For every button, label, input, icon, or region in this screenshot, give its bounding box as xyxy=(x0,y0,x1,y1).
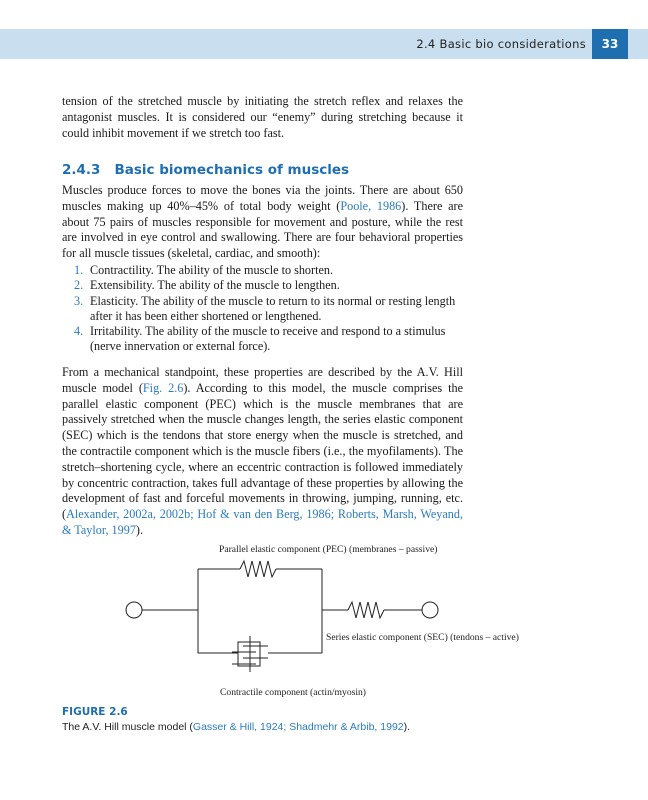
pec-label: Parallel elastic component (PEC) (membranes – passive) xyxy=(219,544,438,555)
list-item xyxy=(62,324,462,355)
caption-text-b: ). xyxy=(403,721,411,733)
properties-list xyxy=(62,263,462,355)
list-item-text: Extensibility. The ability of the muscle to lengthen. xyxy=(90,278,340,293)
cc-label: Contractile component (actin/myosin) xyxy=(220,687,367,698)
list-item xyxy=(62,278,462,293)
list-item-number: 2. xyxy=(74,278,84,293)
list-item-number: 1. xyxy=(74,263,84,277)
figure-reference-link[interactable]: Fig. 2.6 xyxy=(142,380,184,395)
left-end-circle xyxy=(126,602,142,618)
para2-text-a: From a mechanical standpoint, these properties are described by the A.V. Hill muscle model ( xyxy=(62,365,463,395)
para2-text-b: ). According to this model, the muscle comprises the parallel elastic component (PEC) which is the muscle membranes that are passively stretched when the muscle changes length, the series elastic component (SEC) which is the tendons that store energy when the muscle is stretched, and the contractile component which is the muscle fibers (i.e., the myofilaments). The stretch–shortening cycle, where an eccentric contraction is followed immediately by concentric contraction, takes full advantage of these properties by allowing the development of fast and forceful movements in throwing, jumping, running, etc. ( xyxy=(62,380,463,522)
caption-text-a: The A.V. Hill muscle model ( xyxy=(62,721,193,733)
list-item xyxy=(62,294,462,325)
running-header-title: 2.4 Basic bio considerations xyxy=(416,37,586,51)
pec-spring xyxy=(240,561,276,577)
page-number: 33 xyxy=(592,29,628,59)
list-item xyxy=(62,263,462,278)
list-item-number: 3. xyxy=(74,293,84,308)
sec-spring xyxy=(348,602,384,618)
para2-text-c: ). xyxy=(135,522,144,537)
section-heading xyxy=(62,162,349,178)
section-title: Basic biomechanics of muscles xyxy=(114,162,350,178)
list-item-text: Irritability. The ability of the muscle to receive and respond to a stimulus (nerve innervation or external force). xyxy=(90,324,446,354)
figure-caption-title: FIGURE 2.6 xyxy=(62,706,128,718)
figure-caption-text xyxy=(62,721,410,733)
paragraph-hill-model xyxy=(62,365,463,539)
list-item-text: Elasticity. The ability of the muscle to return to its normal or resting length after it has been either shortened or lengthened. xyxy=(90,293,456,323)
list-item-text: Contractility. The ability of the muscle to shorten. xyxy=(90,263,334,277)
list-item-number: 4. xyxy=(74,324,84,339)
citation-link-alexander[interactable]: Alexander, 2002a, 2002b; Hof & van den Berg, 1986; Roberts, Marsh, Weyand, & Taylor, 1997 xyxy=(62,507,463,537)
hill-muscle-model-figure xyxy=(110,540,530,700)
hill-model-diagram xyxy=(110,540,530,700)
right-end-circle xyxy=(422,602,438,618)
sec-label: Series elastic component (SEC) (tendons – active) xyxy=(326,632,519,643)
para1-text-a: Muscles produce forces to move the bones via the joints. There are about 650 muscles making up 40%–45% of total body weight ( xyxy=(62,183,463,213)
para1-text-b: ). There are about 75 pairs of muscles responsible for movement and posture, while the rest are involved in eye control and swallowing. There are four behavioral properties for all muscle tissues (skeletal, cardiac, and smooth): xyxy=(62,198,463,261)
section-number: 2.4.3 xyxy=(62,162,101,178)
paragraph-muscles-intro xyxy=(62,183,463,262)
intro-paragraph: tension of the stretched muscle by initiating the stretch reflex and relaxes the antagonist muscles. It is considered our “enemy” during stretching because it could inhibit movement if we stretch too fast. xyxy=(62,94,463,140)
caption-citation-link[interactable]: Gasser & Hill, 1924; Shadmehr & Arbib, 1992 xyxy=(192,721,404,733)
citation-link-poole[interactable]: Poole, 1986 xyxy=(340,198,402,213)
